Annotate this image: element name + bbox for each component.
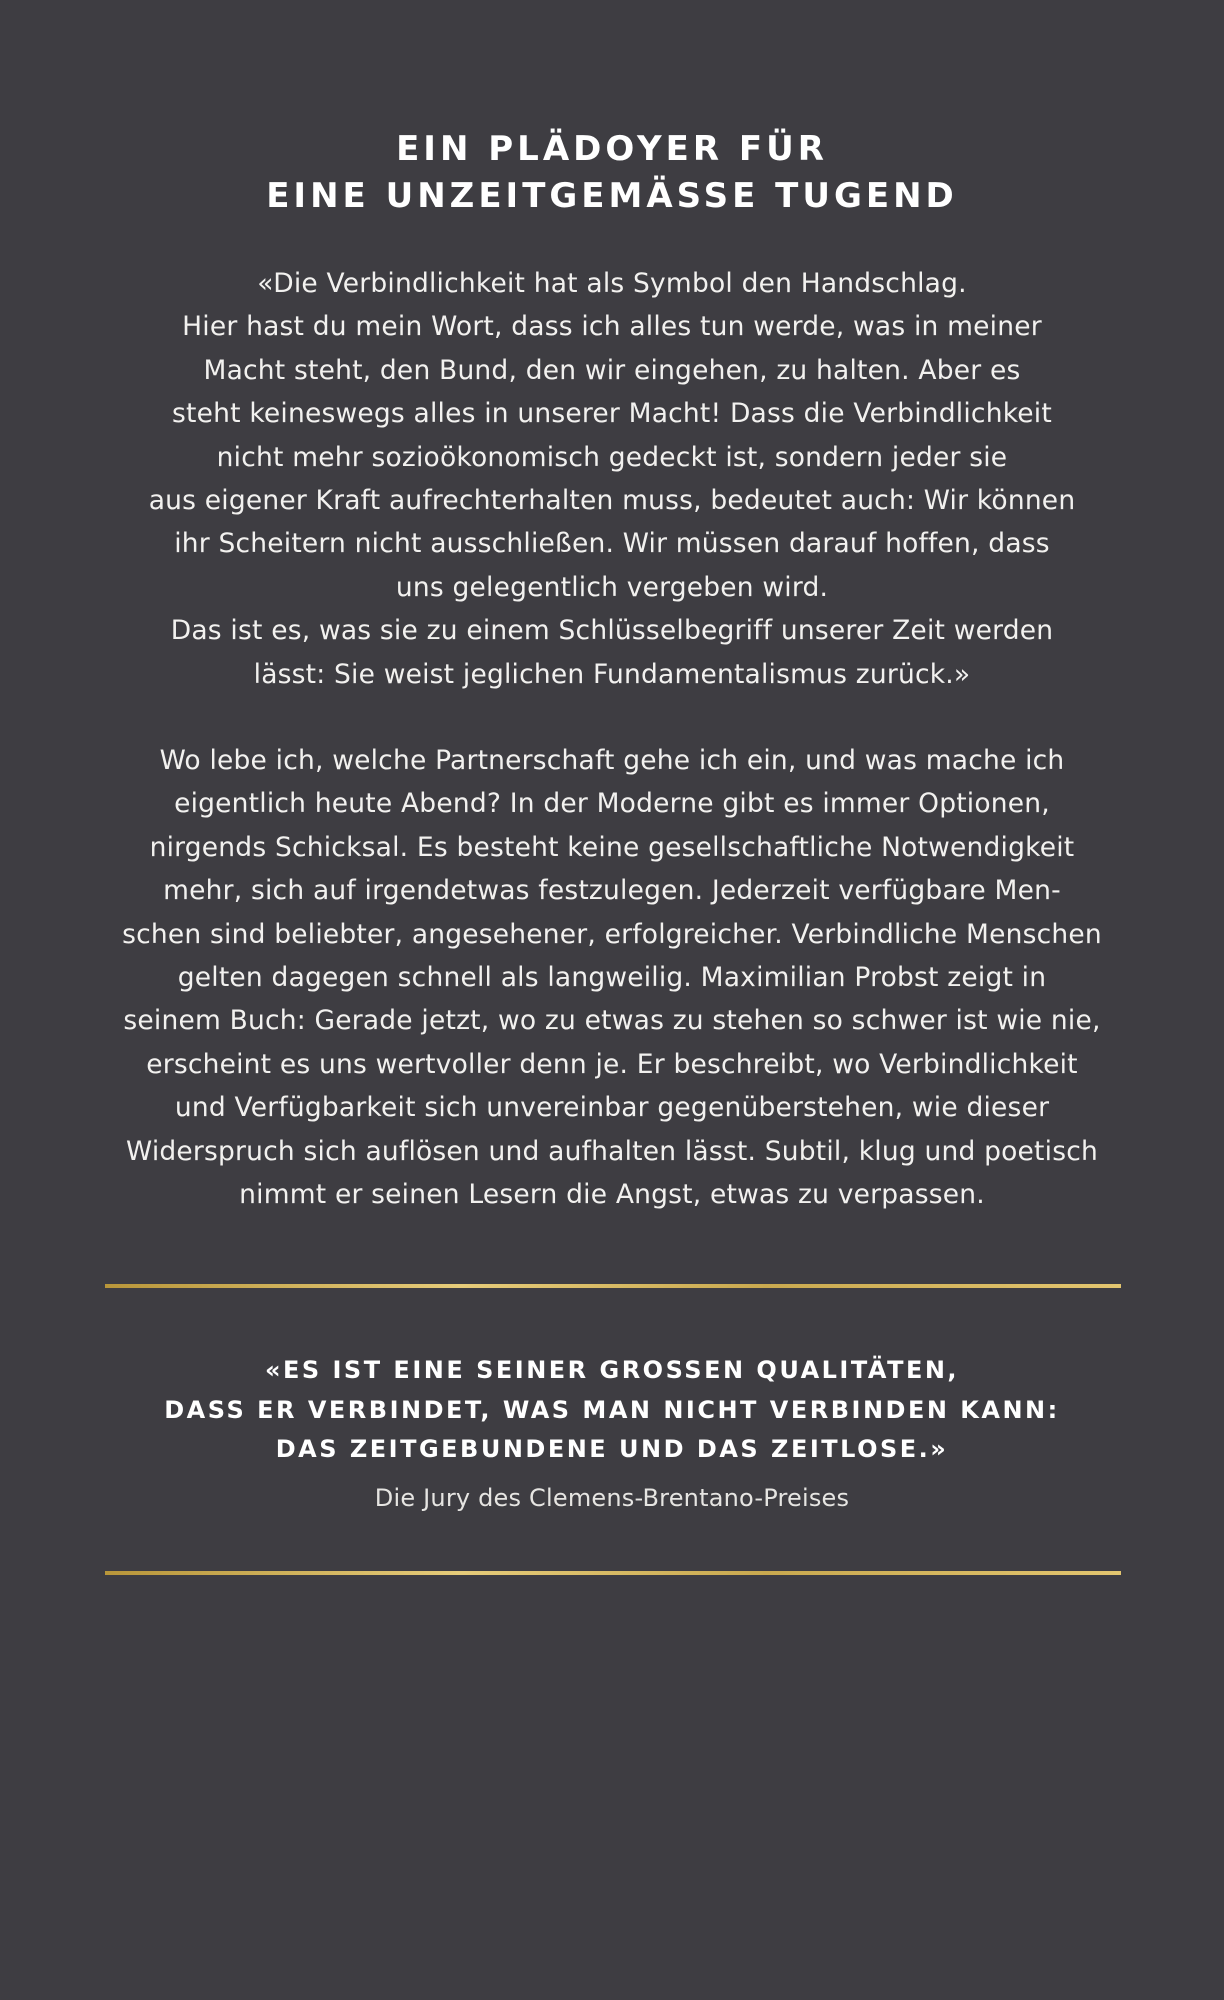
blurb-line: nirgends Schicksal. Es besteht keine gesellschaftliche Notwendigkeit [149,831,1075,863]
blurb-line: und Verfügbarkeit sich unvereinbar gegenüberstehen, wie dieser [174,1092,1050,1124]
blurb-line: eigentlich heute Abend? In der Moderne gibt es immer Optionen, [174,788,1050,820]
praise-line: DASS ER VERBINDET, WAS MAN NICHT VERBINDEN KANN: [164,1395,1060,1424]
quote-line: Das ist es, was sie zu einem Schlüsselbegriff unserer Zeit werden [170,615,1054,647]
heading-line: EINE UNZEITGEMÄSSE TUGEND [266,176,958,216]
blurb-line: erscheint es uns wertvoller denn je. Er beschreibt, wo Verbindlichkeit [146,1048,1078,1080]
blurb-line: seinem Buch: Gerade jetzt, wo zu etwas zu stehen so schwer ist wie nie, [123,1005,1101,1037]
blurb-line: Widerspruch sich auflösen und aufhalten lässt. Subtil, klug und poetisch [126,1135,1098,1167]
cover-heading [0,126,1224,220]
blurb-line: schen sind beliebter, angesehener, erfolgreicher. Verbindliche Menschen [122,918,1102,950]
blurb-line: gelten dagegen schnell als langweilig. Maximilian Probst zeigt in [177,962,1047,994]
quote-line: «Die Verbindlichkeit hat als Symbol den Handschlag. [257,268,967,299]
gold-divider-bottom [105,1571,1121,1575]
praise-attribution: Die Jury des Clemens-Brentano-Preises [374,1484,850,1512]
praise-line: DAS ZEITGEBUNDENE UND DAS ZEITLOSE.» [275,1435,949,1463]
quote-line: nicht mehr sozioökonomisch gedeckt ist, sondern jeder sie [216,441,1008,473]
gold-divider-top [105,1284,1121,1288]
quote-line: steht keineswegs alles in unserer Macht! Dass die Verbindlichkeit [172,398,1052,430]
quote-line: aus eigener Kraft aufrechterhalten muss, bedeutet auch: Wir können [148,485,1076,517]
quote-line: lässt: Sie weist jeglichen Fundamentalismus zurück.» [253,658,971,690]
quote-line: ihr Scheitern nicht ausschließen. Wir müssen darauf hoffen, dass [174,528,1050,560]
quote-line: Hier hast du mein Wort, dass ich alles tun werde, was in meiner [182,311,1042,343]
quote-line: uns gelegentlich vergeben wird. [395,571,829,603]
quote-line: Macht steht, den Bund, den wir eingehen, zu halten. Aber es [203,354,1021,386]
jury-praise-quote [0,1351,1224,1470]
blurb-line: mehr, sich auf irgendetwas festzulegen. Jederzeit verfügbare Men- [163,875,1061,907]
praise-line: «ES IST EINE SEINER GROSSEN QUALITÄTEN, [264,1356,960,1384]
blurb-line: nimmt er seinen Lesern die Angst, etwas zu verpassen. [239,1179,985,1211]
author-quote [0,262,1224,696]
heading-line: EIN PLÄDOYER FÜR [396,129,828,169]
blurb-line: Wo lebe ich, welche Partnerschaft gehe ich ein, und was mache ich [159,745,1065,776]
book-blurb [0,739,1224,1216]
